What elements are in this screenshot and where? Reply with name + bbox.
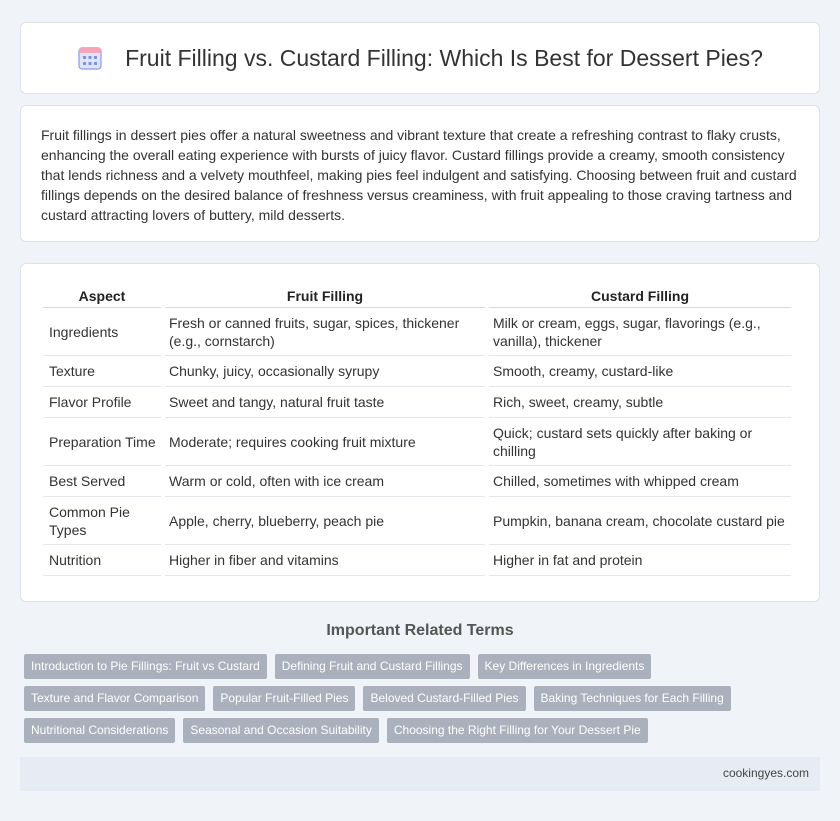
row-aspect: Nutrition xyxy=(43,545,161,576)
related-term-tag[interactable]: Baking Techniques for Each Filling xyxy=(534,686,731,711)
related-term-tag[interactable]: Key Differences in Ingredients xyxy=(478,654,652,679)
row-aspect: Texture xyxy=(43,356,161,387)
related-term-tag[interactable]: Popular Fruit-Filled Pies xyxy=(213,686,355,711)
table-row xyxy=(43,418,791,466)
related-terms-tags xyxy=(24,654,824,750)
table-row xyxy=(43,356,791,387)
row-custard: Rich, sweet, creamy, subtle xyxy=(489,387,791,418)
row-aspect: Ingredients xyxy=(43,308,161,356)
row-custard: Quick; custard sets quickly after baking or chilling xyxy=(489,418,791,466)
row-fruit: Warm or cold, often with ice cream xyxy=(165,466,485,497)
table-row xyxy=(43,497,791,545)
intro-card xyxy=(20,105,820,242)
related-term-tag[interactable]: Texture and Flavor Comparison xyxy=(24,686,205,711)
related-term-tag[interactable]: Defining Fruit and Custard Fillings xyxy=(275,654,470,679)
row-fruit: Sweet and tangy, natural fruit taste xyxy=(165,387,485,418)
header-custard-filling: Custard Filling xyxy=(489,284,791,308)
related-term-tag[interactable]: Nutritional Considerations xyxy=(24,718,175,743)
row-custard: Smooth, creamy, custard-like xyxy=(489,356,791,387)
table-row xyxy=(43,308,791,356)
row-fruit: Fresh or canned fruits, sugar, spices, thickener (e.g., cornstarch) xyxy=(165,308,485,356)
row-aspect: Preparation Time xyxy=(43,418,161,466)
footer xyxy=(20,757,820,791)
related-term-tag[interactable]: Seasonal and Occasion Suitability xyxy=(183,718,378,743)
row-custard: Chilled, sometimes with whipped cream xyxy=(489,466,791,497)
table-row xyxy=(43,545,791,576)
row-aspect: Common Pie Types xyxy=(43,497,161,545)
intro-paragraph: Fruit fillings in dessert pies offer a natural sweetness and vibrant texture that create a refreshing contrast to flaky crusts, enhancing the overall eating experience with bursts of juicy flavor. Custard fillings provide a creamy, smooth consistency that lends richness and a velvety mouthfeel, making pies feel indulgent and satisfying. Choosing between fruit and custard fillings depends on the desired balance of freshness versus creaminess, with fruit appealing to those craving tartness and custard attracting lovers of buttery, mild desserts. xyxy=(41,127,797,223)
row-custard: Pumpkin, banana cream, chocolate custard pie xyxy=(489,497,791,545)
row-fruit: Chunky, juicy, occasionally syrupy xyxy=(165,356,485,387)
row-aspect: Best Served xyxy=(43,466,161,497)
related-term-tag[interactable]: Introduction to Pie Fillings: Fruit vs Custard xyxy=(24,654,267,679)
header-aspect: Aspect xyxy=(43,284,161,308)
row-fruit: Moderate; requires cooking fruit mixture xyxy=(165,418,485,466)
related-term-tag[interactable]: Choosing the Right Filling for Your Dessert Pie xyxy=(387,718,648,743)
related-term-tag[interactable]: Beloved Custard-Filled Pies xyxy=(363,686,525,711)
row-fruit: Higher in fiber and vitamins xyxy=(165,545,485,576)
comparison-table xyxy=(39,284,795,576)
table-row xyxy=(43,466,791,497)
row-fruit: Apple, cherry, blueberry, peach pie xyxy=(165,497,485,545)
page-title: Fruit Filling vs. Custard Filling: Which Is Best for Dessert Pies? xyxy=(125,44,763,71)
footer-site-name[interactable]: cookingyes.com xyxy=(722,766,809,780)
row-aspect: Flavor Profile xyxy=(43,387,161,418)
table-header-row xyxy=(43,284,791,308)
row-custard: Higher in fat and protein xyxy=(489,545,791,576)
title-card xyxy=(20,22,820,94)
table-row xyxy=(43,387,791,418)
calendar-grid-icon xyxy=(77,45,103,71)
header-fruit-filling: Fruit Filling xyxy=(165,284,485,308)
related-terms-title: Important Related Terms xyxy=(326,622,514,639)
comparison-table-card xyxy=(20,263,820,602)
row-custard: Milk or cream, eggs, sugar, flavorings (e.g., vanilla), thickener xyxy=(489,308,791,356)
